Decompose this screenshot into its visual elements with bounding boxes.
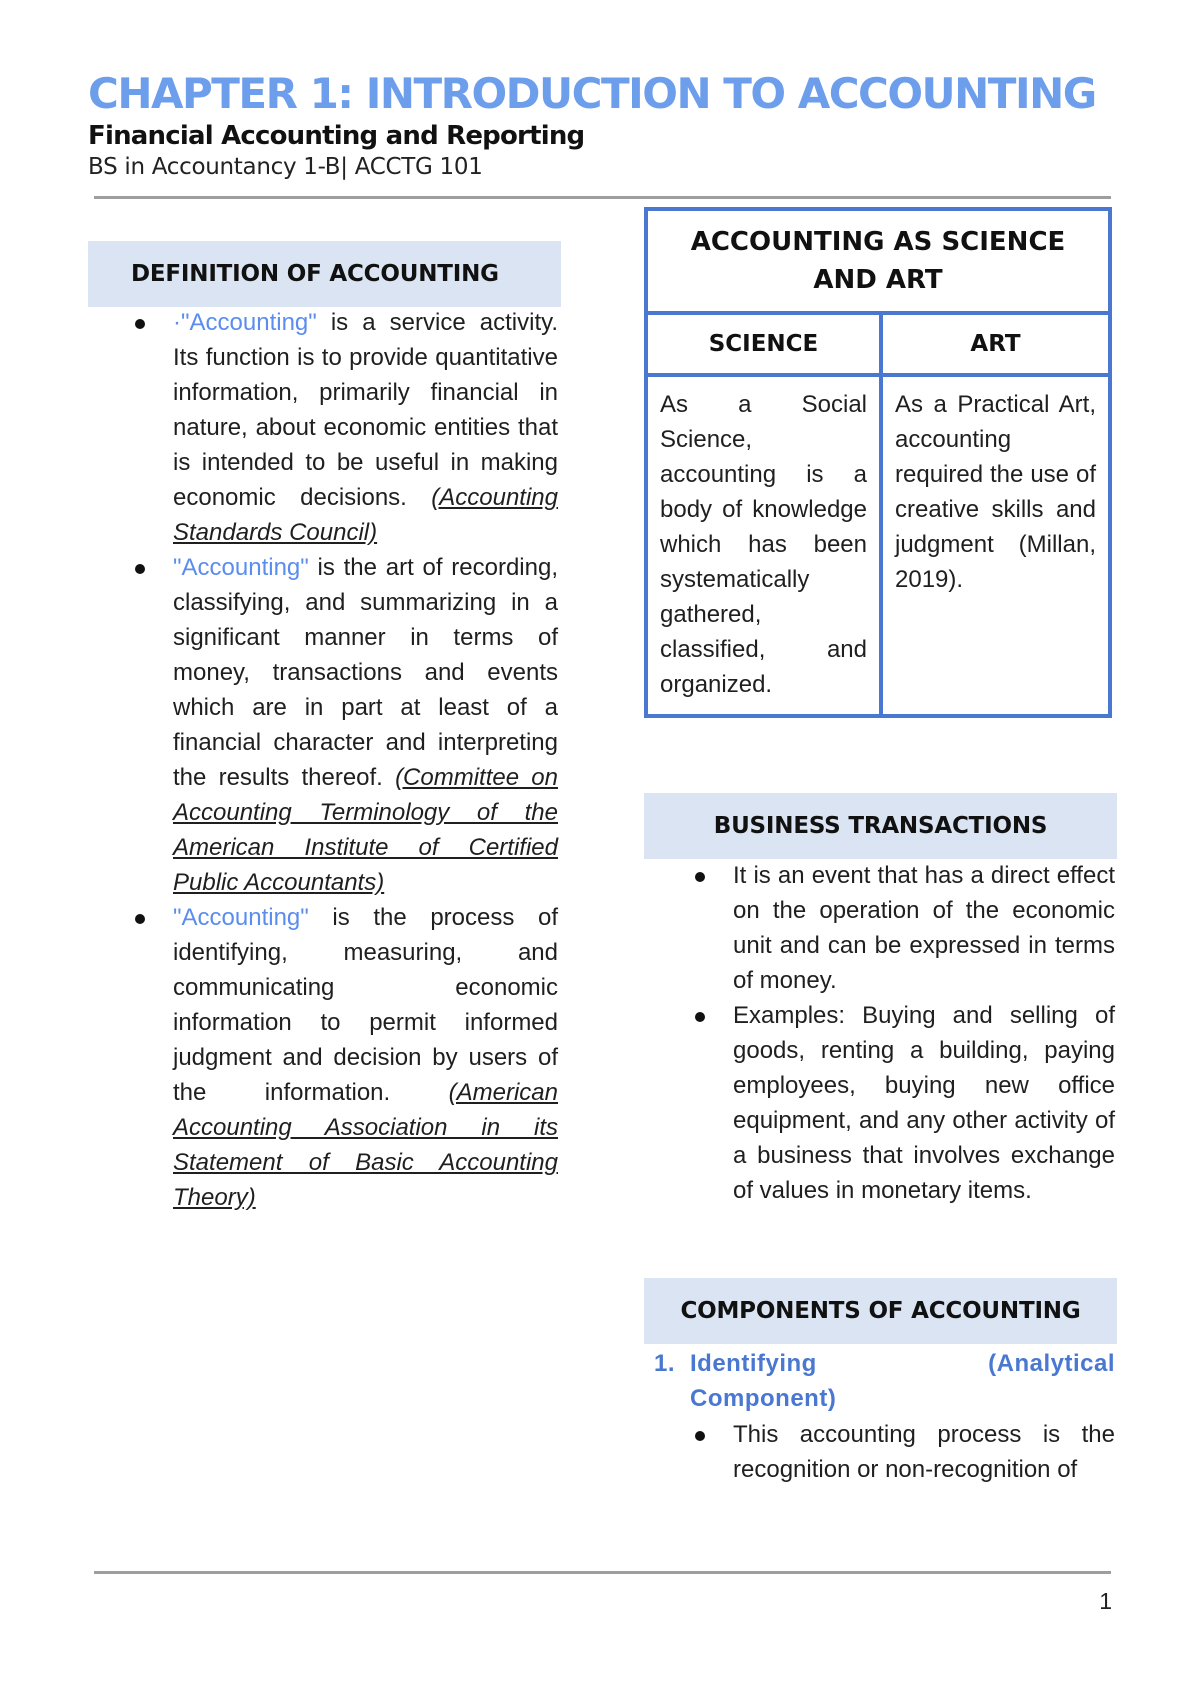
definition-citation: (Committee on Accounting Terminology of the American Institute of Certified Public Accountants): [173, 764, 558, 896]
document-header: [88, 70, 1118, 182]
science-cell: As a Social Science, accounting is a body of knowledge which has been systematically gathered, classified, and organized.: [648, 377, 883, 714]
business-transactions-heading: [644, 793, 1117, 859]
definition-text: is a service activity. Its function is to provide quantitative information, primarily financial in nature, about economic entities that is intended to be useful in making economic decisions.: [173, 309, 558, 511]
definition-text: is the art of recording, classifying, and summarizing in a significant manner in terms of money, transactions and events which are in part at least of a financial character and interpreting the results thereof.: [173, 554, 558, 791]
list-item: This accounting process is the recognition or non-recognition of: [733, 1417, 1115, 1487]
science-column-header: SCIENCE: [648, 315, 883, 377]
chapter-title: CHAPTER 1: INTRODUCTION TO ACCOUNTING: [88, 69, 1096, 118]
header-divider: [94, 196, 1111, 199]
definition-citation: (Accounting Standards Council): [173, 484, 558, 546]
document-subtitle: Financial Accounting and Reporting: [88, 121, 585, 151]
item-sub-label: (Analytical: [988, 1350, 1115, 1377]
list-item: Examples: Buying and selling of goods, renting a building, paying employees, buying new office equipment, and any other activity of a business that involves exchange of values in monetary items.: [733, 998, 1115, 1208]
definition-term: "Accounting": [173, 904, 309, 931]
definition-text: is the process of identifying, measuring, and communicating economic information to permit informed judgment and decision by users of the information.: [173, 904, 558, 1106]
art-column-header: ART: [883, 315, 1108, 377]
definition-citation: (American Accounting Association in its Statement of Basic Accounting Theory): [173, 1079, 558, 1211]
components-list: [733, 1417, 1115, 1487]
numbered-item-first-line: [690, 1346, 1115, 1381]
art-cell: As a Practical Art, accounting required the use of creative skills and judgment (Millan, 2019).: [895, 391, 1096, 593]
course-line: BS in Accountancy 1-B| ACCTG 101: [88, 154, 483, 180]
definition-heading: [88, 241, 561, 307]
components-heading: [644, 1278, 1117, 1344]
business-transactions-heading-text: BUSINESS TRANSACTIONS: [713, 813, 1048, 839]
table-body-row: [648, 377, 1108, 714]
item-number: 1.: [654, 1350, 676, 1377]
definition-term: ·"Accounting": [173, 309, 317, 336]
definition-item: [173, 900, 558, 1215]
definition-heading-text: DEFINITION OF ACCOUNTING: [131, 261, 499, 287]
table-header-row: [648, 315, 1108, 377]
science-art-table: [644, 207, 1112, 718]
item-sub-label-continued: Component): [690, 1385, 837, 1412]
definition-item: [173, 305, 558, 550]
components-heading-text: COMPONENTS OF ACCOUNTING: [680, 1298, 1081, 1324]
page-number: 1: [1099, 1588, 1112, 1614]
item-label: Identifying: [690, 1350, 817, 1377]
business-transactions-list: [733, 858, 1115, 1208]
definition-list: [173, 305, 558, 1215]
list-item: It is an event that has a direct effect on the operation of the economic unit and can be expressed in terms of money.: [733, 858, 1115, 998]
table-title: ACCOUNTING AS SCIENCE AND ART: [648, 211, 1108, 315]
definition-item: [173, 550, 558, 900]
footer-divider: [94, 1571, 1111, 1574]
numbered-item: [654, 1346, 1115, 1416]
definition-term: "Accounting": [173, 554, 309, 581]
